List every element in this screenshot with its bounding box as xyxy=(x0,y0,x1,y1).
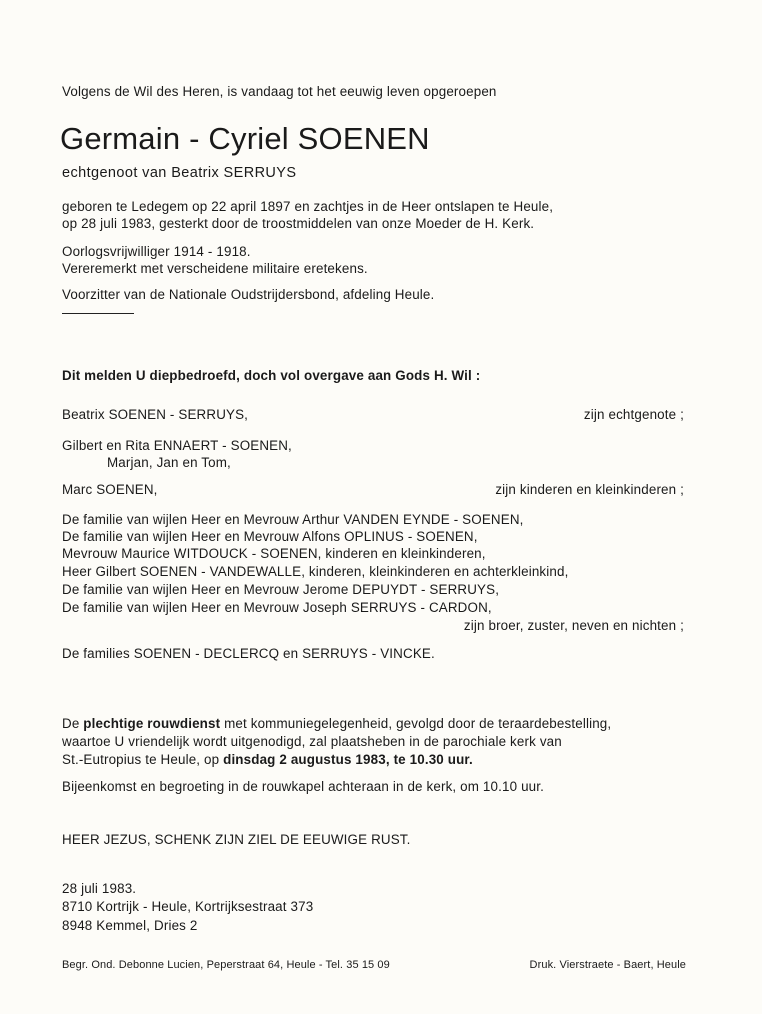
family-line-6: De familie van wijlen Heer en Mevrouw Joseph SERRUYS - CARDON, xyxy=(62,600,492,615)
service-line-3 xyxy=(62,752,473,768)
intro-line: Volgens de Wil des Heren, is vandaag tot het eeuwig leven opgeroepen xyxy=(62,84,497,99)
families-line: De families SOENEN - DECLERCQ en SERRUYS - VINCKE. xyxy=(62,646,435,661)
service-highlight: plechtige rouwdienst xyxy=(83,716,221,731)
address-2: 8948 Kemmel, Dries 2 xyxy=(62,918,198,933)
birth-line-1: geboren te Ledegem op 22 april 1897 en zachtjes in de Heer ontslapen te Heule, xyxy=(62,199,554,214)
service-line-3-pre: St.-Eutropius te Heule, op xyxy=(62,752,220,767)
service-line-1 xyxy=(62,716,611,732)
spouse-line: echtgenoot van Beatrix SERRUYS xyxy=(62,165,297,181)
service-line-4: Bijeenkomst en begroeting in de rouwkapel achteraan in de kerk, om 10.10 uur. xyxy=(62,779,544,794)
service-comma: , xyxy=(385,752,390,767)
printer-credit: Druk. Vierstraete - Baert, Heule xyxy=(529,959,686,971)
mourner-grandchildren: Marjan, Jan en Tom, xyxy=(107,455,231,470)
service-line-1-post: met kommuniegelegenheid, gevolgd door de teraardebestelling, xyxy=(224,716,612,731)
notice-date: 28 juli 1983. xyxy=(62,881,137,896)
family-line-2: De familie van wijlen Heer en Mevrouw Alfons OPLINUS - SOENEN, xyxy=(62,529,478,544)
deceased-name: Germain - Cyriel SOENEN xyxy=(60,121,430,156)
undertaker-credit: Begr. Ond. Debonne Lucien, Peperstraat 64, Heule - Tel. 35 15 09 xyxy=(62,959,390,971)
announcement: Dit melden U diepbedroefd, doch vol overgave aan Gods H. Wil : xyxy=(62,368,481,383)
honor-line-3: Voorzitter van de Nationale Oudstrijdersbond, afdeling Heule. xyxy=(62,287,435,302)
service-date: dinsdag 2 augustus 1983 xyxy=(223,752,386,767)
service-line-2: waartoe U vriendelijk wordt uitgenodigd, zal plaatsheben in de parochiale kerk van xyxy=(62,734,562,749)
mourner-child-2: Marc SOENEN, xyxy=(62,482,158,497)
address-1: 8710 Kortrijk - Heule, Kortrijksestraat 373 xyxy=(62,899,314,914)
relation-siblings: zijn broer, zuster, neven en nichten ; xyxy=(463,618,684,633)
relation-children: zijn kinderen en kleinkinderen ; xyxy=(495,482,684,497)
service-line-1-pre: De xyxy=(62,716,80,731)
family-line-1: De familie van wijlen Heer en Mevrouw Arthur VANDEN EYNDE - SOENEN, xyxy=(62,512,524,527)
honor-line-2: Vereremerkt met verscheidene militaire eretekens. xyxy=(62,261,368,276)
family-line-4: Heer Gilbert SOENEN - VANDEWALLE, kinderen, kleinkinderen en achterkleinkind, xyxy=(62,564,569,579)
service-time: te 10.30 uur. xyxy=(393,752,473,767)
family-line-5: De familie van wijlen Heer en Mevrouw Jerome DEPUYDT - SERRUYS, xyxy=(62,582,500,597)
divider-rule xyxy=(62,313,134,314)
birth-line-2: op 28 juli 1983, gesterkt door de troostmiddelen van onze Moeder de H. Kerk. xyxy=(62,216,535,231)
prayer-line: HEER JEZUS, SCHENK ZIJN ZIEL DE EEUWIGE RUST. xyxy=(62,832,411,847)
family-line-3: Mevrouw Maurice WITDOUCK - SOENEN, kinderen en kleinkinderen, xyxy=(62,546,486,561)
honor-line-1: Oorlogsvrijwilliger 1914 - 1918. xyxy=(62,244,251,259)
relation-wife: zijn echtgenote ; xyxy=(583,407,684,422)
mourner-child-1: Gilbert en Rita ENNAERT - SOENEN, xyxy=(62,438,292,453)
mourner-wife: Beatrix SOENEN - SERRUYS, xyxy=(62,407,249,422)
